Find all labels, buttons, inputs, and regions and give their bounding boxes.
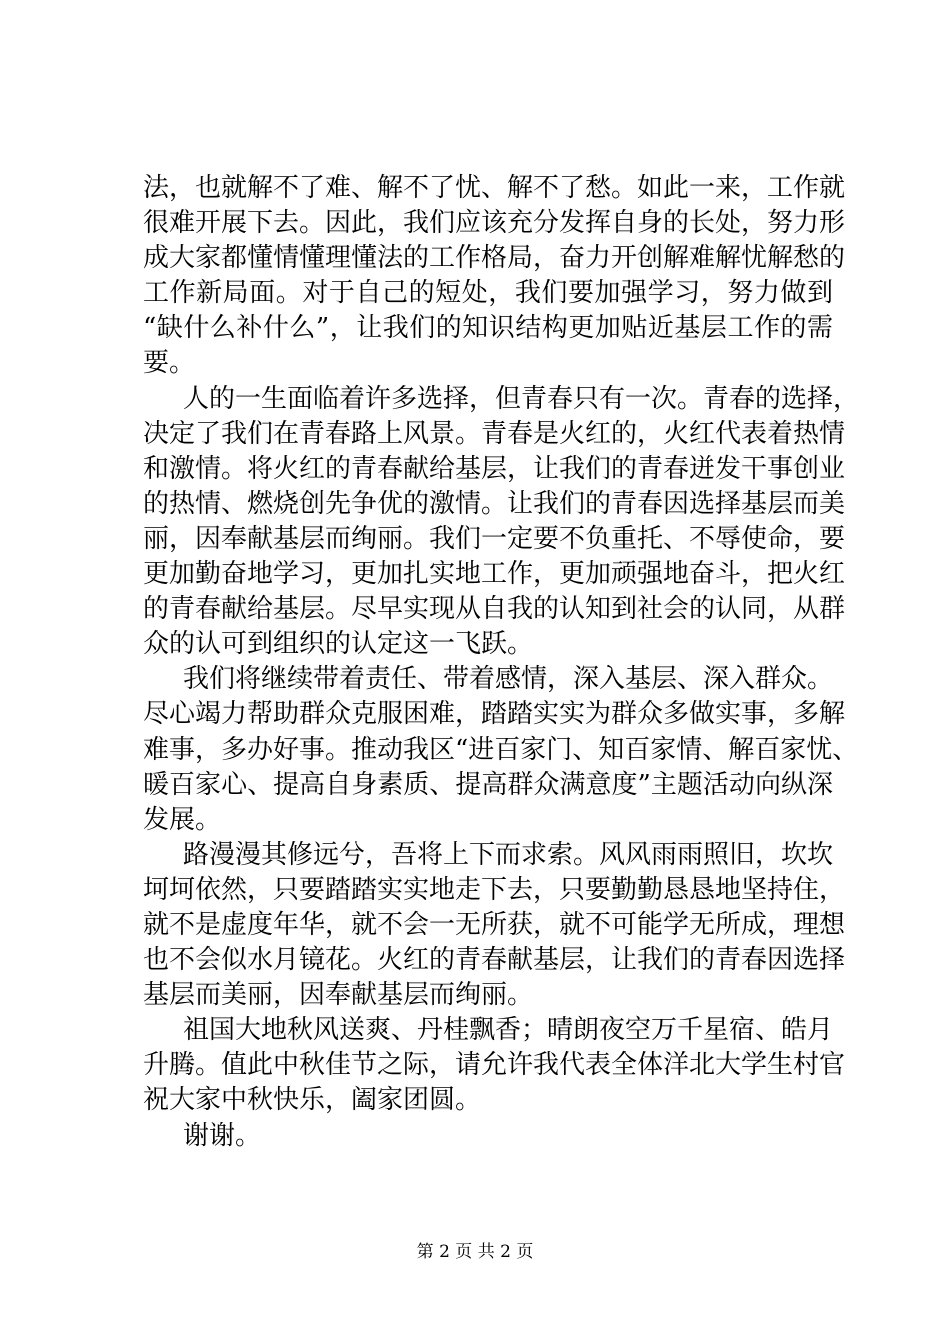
text-line: 法，也就解不了难、解不了忧、解不了愁。如此一来，工作就 — [143, 173, 846, 203]
text-line: 难事，多办好事。推动我区“进百家门、知百家情、解百家忧、 — [143, 734, 859, 765]
page-number-label: 第 2 页 共 2 页 — [416, 1242, 534, 1262]
text-line: 很难开展下去。因此，我们应该充分发挥自身的长处，努力形 — [143, 208, 846, 239]
text-line: 众的认可到组织的认定这一飞跃。 — [143, 629, 534, 660]
text-line: 的青春献给基层。尽早实现从自我的认知到社会的认同，从群 — [143, 594, 846, 625]
text-line: 我们将继续带着责任、带着感情，深入基层、深入群众。 — [183, 664, 834, 695]
text-line: 和激情。将火红的青春献给基层，让我们的青春迸发干事创业 — [143, 453, 846, 484]
text-line: 尽心竭力帮助群众克服困难，踏踏实实为群众多做实事，多解 — [143, 699, 846, 730]
text-line: 谢谢。 — [183, 1120, 262, 1151]
text-line: 发展。 — [143, 804, 222, 835]
text-line: 路漫漫其修远兮，吾将上下而求索。风风雨雨照旧，坎坎 — [183, 839, 834, 870]
text-line: 暖百家心、提高自身素质、提高群众满意度”主题活动向纵深 — [143, 769, 833, 800]
text-line: 祝大家中秋快乐，阖家团圆。 — [143, 1085, 482, 1116]
text-line: 人的一生面临着许多选择，但青春只有一次。青春的选择， — [183, 383, 860, 414]
text-line: “缺什么补什么”，让我们的知识结构更加贴近基层工作的需 — [143, 313, 833, 344]
text-line: 更加勤奋地学习，更加扎实地工作，更加顽强地奋斗，把火红 — [143, 559, 846, 590]
text-line: 坷坷依然，只要踏踏实实地走下去，只要勤勤恳恳地坚持住， — [143, 874, 846, 905]
text-line: 的热情、燃烧创先争优的激情。让我们的青春因选择基层而美 — [143, 488, 846, 519]
text-line: 丽，因奉献基层而绚丽。我们一定要不负重托、不辱使命，要 — [143, 523, 846, 554]
text-line: 要。 — [143, 348, 196, 379]
text-line: 成大家都懂情懂理懂法的工作格局，奋力开创解难解忧解愁的 — [143, 243, 846, 274]
text-line: 基层而美丽，因奉献基层而绚丽。 — [143, 980, 534, 1011]
text-line: 升腾。值此中秋佳节之际，请允许我代表全体洋北大学生村官 — [143, 1050, 846, 1081]
text-line: 工作新局面。对于自己的短处，我们要加强学习，努力做到 — [143, 278, 833, 309]
page-footer — [0, 1240, 950, 1264]
text-line: 祖国大地秋风送爽、丹桂飘香；晴朗夜空万千星宿、皓月 — [183, 1015, 834, 1046]
text-line: 决定了我们在青春路上风景。青春是火红的，火红代表着热情 — [143, 418, 846, 449]
text-line: 也不会似水月镜花。火红的青春献基层，让我们的青春因选择 — [143, 945, 846, 976]
text-line: 就不是虚度年华，就不会一无所获，就不可能学无所成，理想 — [143, 909, 846, 940]
document-body — [143, 171, 860, 1154]
